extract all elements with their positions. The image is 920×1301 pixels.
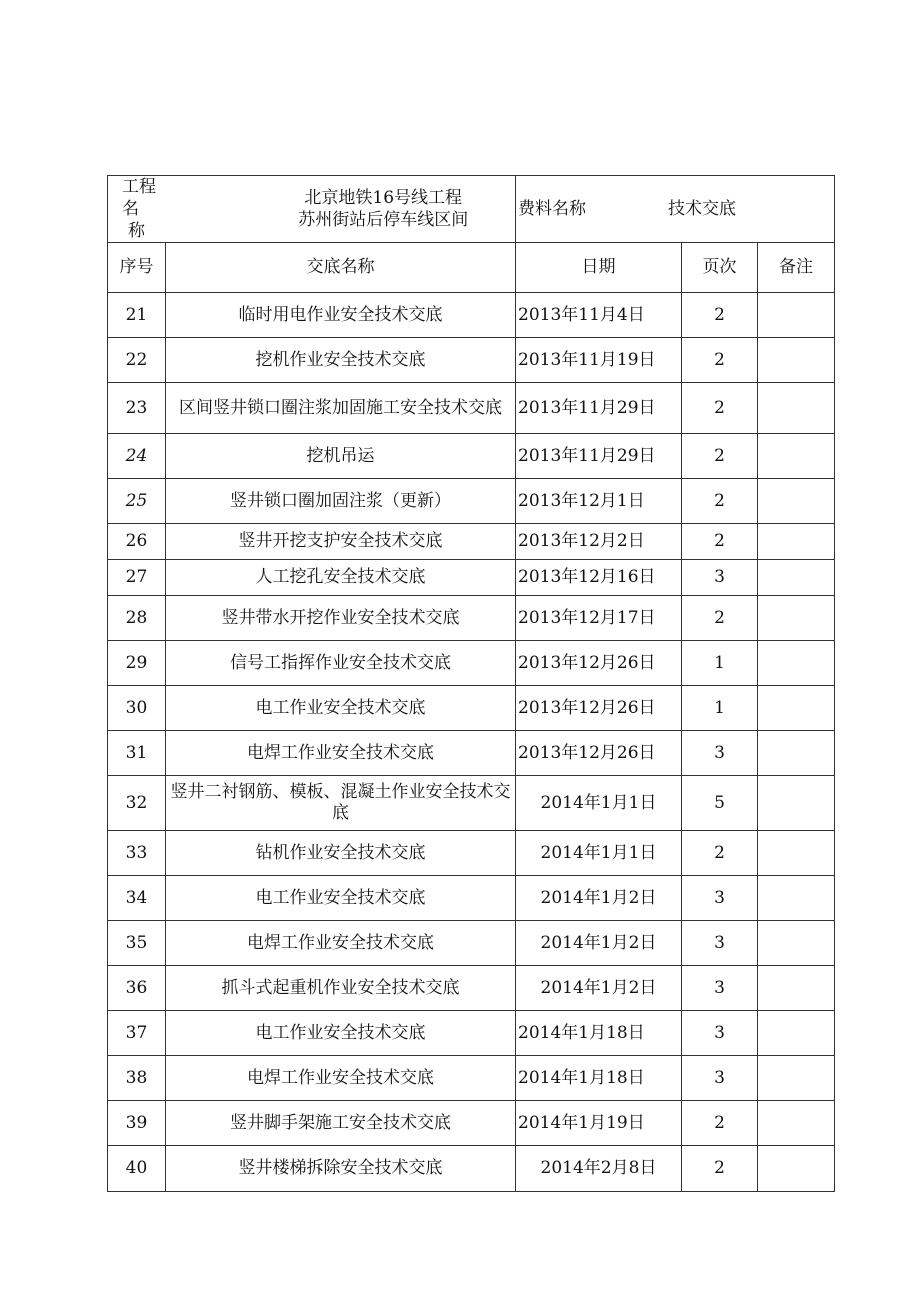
row-remark bbox=[758, 1011, 835, 1056]
row-date: 2014年1月18日 bbox=[516, 1011, 682, 1056]
row-name: 竖井锁口圈加固注浆（更新） bbox=[166, 479, 516, 524]
row-name: 挖机作业安全技术交底 bbox=[166, 338, 516, 383]
table-row bbox=[108, 434, 835, 479]
row-no: 32 bbox=[108, 776, 166, 831]
row-name: 抓斗式起重机作业安全技术交底 bbox=[166, 966, 516, 1011]
row-remark bbox=[758, 596, 835, 641]
row-no: 29 bbox=[108, 641, 166, 686]
table-row bbox=[108, 731, 835, 776]
row-remark bbox=[758, 876, 835, 921]
table-row bbox=[108, 686, 835, 731]
col-header-pages: 页次 bbox=[682, 243, 758, 293]
row-name: 临时用电作业安全技术交底 bbox=[166, 293, 516, 338]
table-row bbox=[108, 1146, 835, 1192]
row-pages: 3 bbox=[682, 1011, 758, 1056]
col-header-remark: 备注 bbox=[758, 243, 835, 293]
column-header-row bbox=[108, 243, 835, 293]
row-no: 34 bbox=[108, 876, 166, 921]
row-pages: 2 bbox=[682, 1101, 758, 1146]
project-label-line2: 称 bbox=[128, 221, 145, 241]
row-date: 2013年12月26日 bbox=[516, 731, 682, 776]
row-date: 2014年1月18日 bbox=[516, 1056, 682, 1101]
row-no: 36 bbox=[108, 966, 166, 1011]
row-pages: 1 bbox=[682, 641, 758, 686]
project-name-cell bbox=[166, 176, 516, 243]
row-date: 2014年1月1日 bbox=[516, 831, 682, 876]
row-date: 2013年11月4日 bbox=[516, 293, 682, 338]
row-date: 2014年1月19日 bbox=[516, 1101, 682, 1146]
table-row bbox=[108, 1011, 835, 1056]
project-name-line2: 苏州街站后停车线区间 bbox=[298, 210, 469, 230]
row-remark bbox=[758, 293, 835, 338]
row-pages: 3 bbox=[682, 560, 758, 596]
table-row bbox=[108, 831, 835, 876]
row-remark bbox=[758, 966, 835, 1011]
row-pages: 2 bbox=[682, 293, 758, 338]
row-pages: 1 bbox=[682, 686, 758, 731]
col-header-no: 序号 bbox=[108, 243, 166, 293]
table-row bbox=[108, 560, 835, 596]
row-pages: 2 bbox=[682, 479, 758, 524]
row-remark bbox=[758, 641, 835, 686]
project-label-cell bbox=[108, 176, 166, 243]
row-date: 2013年11月29日 bbox=[516, 434, 682, 479]
col-header-date: 日期 bbox=[516, 243, 682, 293]
row-name: 竖井开挖支护安全技术交底 bbox=[166, 524, 516, 560]
table-row bbox=[108, 596, 835, 641]
col-header-name: 交底名称 bbox=[166, 243, 516, 293]
row-no: 37 bbox=[108, 1011, 166, 1056]
row-name: 电工作业安全技术交底 bbox=[166, 876, 516, 921]
table-row bbox=[108, 524, 835, 560]
row-name: 竖井脚手架施工安全技术交底 bbox=[166, 1101, 516, 1146]
row-date: 2014年2月8日 bbox=[516, 1146, 682, 1192]
row-name: 区间竖井锁口圈注浆加固施工安全技术交底 bbox=[166, 383, 516, 434]
row-pages: 3 bbox=[682, 1056, 758, 1101]
row-name: 挖机吊运 bbox=[166, 434, 516, 479]
row-name: 电焊工作业安全技术交底 bbox=[166, 921, 516, 966]
row-date: 2013年12月2日 bbox=[516, 524, 682, 560]
project-name-line1: 北京地铁16号线工程 bbox=[304, 188, 463, 208]
row-remark bbox=[758, 1146, 835, 1192]
row-pages: 2 bbox=[682, 1146, 758, 1192]
document-table bbox=[107, 175, 835, 1192]
row-no: 23 bbox=[108, 383, 166, 434]
row-remark bbox=[758, 776, 835, 831]
material-label: 费料名称 bbox=[518, 198, 586, 219]
row-name: 钻机作业安全技术交底 bbox=[166, 831, 516, 876]
row-date: 2014年1月2日 bbox=[516, 876, 682, 921]
row-remark bbox=[758, 731, 835, 776]
row-no: 39 bbox=[108, 1101, 166, 1146]
table-row bbox=[108, 921, 835, 966]
row-date: 2013年11月29日 bbox=[516, 383, 682, 434]
table-row bbox=[108, 383, 835, 434]
row-date: 2013年12月26日 bbox=[516, 641, 682, 686]
row-no: 33 bbox=[108, 831, 166, 876]
table-row bbox=[108, 641, 835, 686]
row-date: 2013年12月16日 bbox=[516, 560, 682, 596]
row-no: 25 bbox=[108, 479, 166, 524]
table-row bbox=[108, 479, 835, 524]
row-pages: 5 bbox=[682, 776, 758, 831]
row-pages: 2 bbox=[682, 434, 758, 479]
row-pages: 3 bbox=[682, 731, 758, 776]
row-date: 2013年12月1日 bbox=[516, 479, 682, 524]
row-date: 2013年12月17日 bbox=[516, 596, 682, 641]
row-name: 人工挖孔安全技术交底 bbox=[166, 560, 516, 596]
row-remark bbox=[758, 1101, 835, 1146]
table-row bbox=[108, 1056, 835, 1101]
row-remark bbox=[758, 479, 835, 524]
row-no: 30 bbox=[108, 686, 166, 731]
row-remark bbox=[758, 383, 835, 434]
row-pages: 2 bbox=[682, 338, 758, 383]
row-no: 21 bbox=[108, 293, 166, 338]
row-pages: 2 bbox=[682, 596, 758, 641]
table-row bbox=[108, 966, 835, 1011]
header-row-project bbox=[108, 176, 835, 243]
row-no: 22 bbox=[108, 338, 166, 383]
row-pages: 2 bbox=[682, 383, 758, 434]
table-row bbox=[108, 876, 835, 921]
row-name: 电焊工作业安全技术交底 bbox=[166, 731, 516, 776]
row-date: 2014年1月2日 bbox=[516, 921, 682, 966]
material-value: 技术交底 bbox=[668, 198, 736, 219]
row-remark bbox=[758, 338, 835, 383]
row-remark bbox=[758, 921, 835, 966]
row-name: 电焊工作业安全技术交底 bbox=[166, 1056, 516, 1101]
row-pages: 3 bbox=[682, 876, 758, 921]
row-no: 40 bbox=[108, 1146, 166, 1192]
row-date: 2014年1月2日 bbox=[516, 966, 682, 1011]
row-remark bbox=[758, 560, 835, 596]
table-row bbox=[108, 776, 835, 831]
row-date: 2014年1月1日 bbox=[516, 776, 682, 831]
row-name: 竖井带水开挖作业安全技术交底 bbox=[166, 596, 516, 641]
row-no: 28 bbox=[108, 596, 166, 641]
row-no: 38 bbox=[108, 1056, 166, 1101]
row-remark bbox=[758, 1056, 835, 1101]
row-no: 31 bbox=[108, 731, 166, 776]
row-no: 27 bbox=[108, 560, 166, 596]
table-row bbox=[108, 1101, 835, 1146]
row-remark bbox=[758, 524, 835, 560]
row-no: 35 bbox=[108, 921, 166, 966]
row-pages: 3 bbox=[682, 921, 758, 966]
row-name: 竖井二衬钢筋、模板、混凝土作业安全技术交底 bbox=[166, 776, 516, 831]
row-no: 26 bbox=[108, 524, 166, 560]
table-row bbox=[108, 338, 835, 383]
row-remark bbox=[758, 686, 835, 731]
row-name: 信号工指挥作业安全技术交底 bbox=[166, 641, 516, 686]
table-row bbox=[108, 293, 835, 338]
row-no: 24 bbox=[108, 434, 166, 479]
row-date: 2013年12月26日 bbox=[516, 686, 682, 731]
row-name: 电工作业安全技术交底 bbox=[166, 686, 516, 731]
row-pages: 3 bbox=[682, 966, 758, 1011]
row-remark bbox=[758, 831, 835, 876]
row-name: 电工作业安全技术交底 bbox=[166, 1011, 516, 1056]
material-cell bbox=[516, 176, 835, 243]
project-label-line1: 工程名 bbox=[122, 177, 156, 219]
row-pages: 2 bbox=[682, 831, 758, 876]
row-name: 竖井楼梯拆除安全技术交底 bbox=[166, 1146, 516, 1192]
row-remark bbox=[758, 434, 835, 479]
row-pages: 2 bbox=[682, 524, 758, 560]
row-date: 2013年11月19日 bbox=[516, 338, 682, 383]
